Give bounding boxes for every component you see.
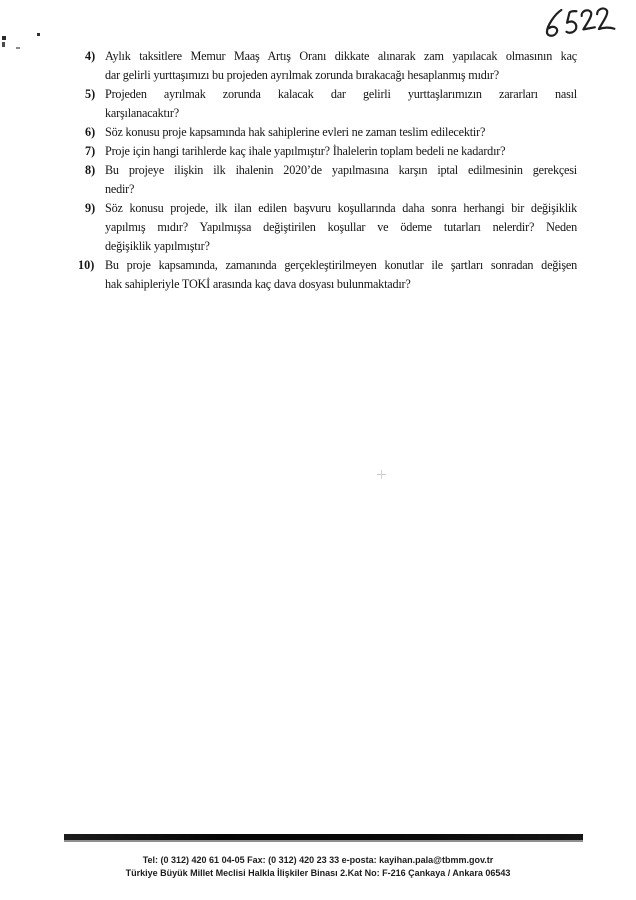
question-item [78,256,577,294]
question-item [85,142,577,161]
question-number: 10) [78,258,95,272]
question-line: dar gelirli yurttaşımızı bu projeden ayrılmak zorunda bırakacağı hesaplanmış mıdır? [105,68,499,82]
question-line: Projeden ayrılmak zorunda kalacak dar gelirli yurttaşlarımızın zararları nasıl [105,87,577,101]
scan-artifact [16,47,20,49]
question-number: 7) [85,144,96,158]
question-line: Proje için hangi tarihlerde kaç ihale yapılmıştır? İhalelerin toplam bedeli ne kadardır? [105,144,506,158]
question-line: hak sahipleriyle TOKİ arasında kaç dava dosyası bulunmaktadır? [105,277,411,291]
scan-artifact [2,36,6,40]
question-item [85,123,577,142]
question-item [85,85,577,123]
question-item [85,199,577,256]
question-line: Söz konusu projede, ilk ilan edilen başvuru koşullarında daha sonra herhangi bir değişiklik [105,201,577,215]
scan-artifact [377,470,386,479]
question-line: nedir? [105,182,135,196]
question-line: yapılmış mıdır? Yapılmışsa değiştirilen koşullar ve ödeme tutarları nelerdir? Neden [105,220,577,234]
question-number: 4) [85,49,96,63]
question-number: 6) [85,125,96,139]
footer [0,854,636,879]
question-item [85,161,577,199]
question-number: 8) [85,163,96,177]
question-line: Söz konusu proje kapsamında hak sahiplerine evleri ne zaman teslim edilecektir? [105,125,486,139]
question-line: Aylık taksitlere Memur Maaş Artış Oranı dikkate alınarak zam yapılacak olmasının kaç [105,49,577,63]
scan-artifact [37,33,40,36]
question-list [78,47,577,294]
separator-bar [64,834,583,842]
question-item [85,47,577,85]
question-line: Bu projeye ilişkin ilk ihalenin 2020’de yapılmasına karşın iptal edilmesinin gerekçesi [105,163,577,177]
footer-contact-line: Tel: (0 312) 420 61 04-05 Fax: (0 312) 420 23 33 e-posta: kayihan.pala@tbmm.gov.tr [142,855,494,865]
handwritten-number [536,1,626,43]
question-line: Bu proje kapsamında, zamanında gerçekleştirilmeyen konutlar ile şartları sonradan değişen [105,258,577,272]
question-number: 5) [85,87,96,101]
question-line: değişiklik yapılmıştır? [105,239,210,253]
scan-artifact [2,42,5,47]
footer-address-line: Türkiye Büyük Millet Meclisi Halkla İlişkiler Binası 2.Kat No: F-216 Çankaya / Ankara 06543 [125,867,511,878]
question-number: 9) [85,201,96,215]
question-line: karşılanacaktır? [105,106,179,120]
